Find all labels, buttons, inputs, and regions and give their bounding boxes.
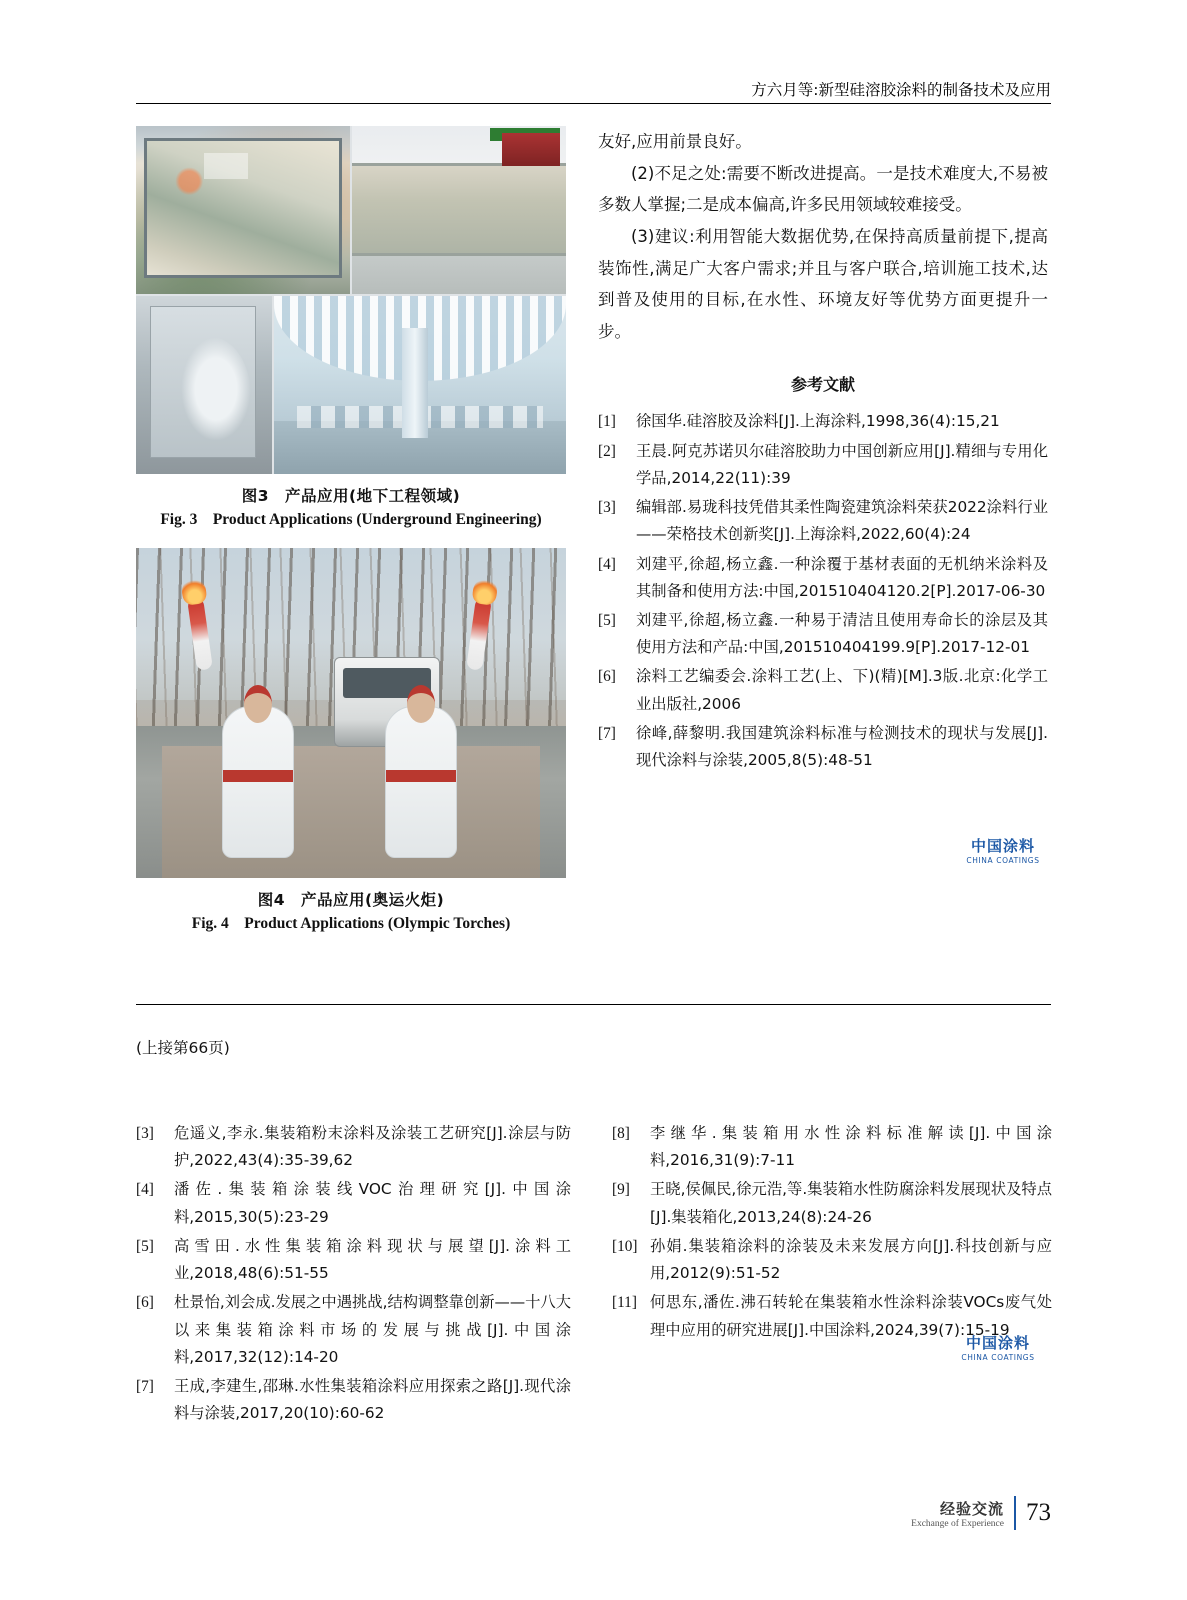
figure-3-image	[136, 126, 566, 474]
reference-number: [1]	[598, 413, 616, 431]
reference-number: [8]	[612, 1125, 630, 1142]
page-number: 73	[1026, 1499, 1051, 1526]
figure-3-panel-b	[352, 126, 566, 294]
reference-item	[612, 1233, 1052, 1287]
torchbearer-right	[385, 706, 457, 858]
reference-number: [6]	[136, 1294, 154, 1312]
reference-item	[136, 1233, 571, 1287]
header-rule	[136, 103, 1051, 104]
reference-item	[598, 663, 1048, 717]
uniform-stripe	[386, 770, 456, 782]
uniform-stripe	[223, 770, 293, 782]
reference-item	[136, 1289, 571, 1371]
footer-divider	[1014, 1496, 1016, 1530]
reference-text: 徐峰,薛黎明.我国建筑涂料标准与检测技术的现状与发展[J].现代涂料与涂装,2005,8(5):48-51	[636, 723, 1048, 770]
mural-wall	[352, 163, 566, 256]
logo-text-cn: 中国涂料	[965, 1334, 1030, 1352]
reference-text: 何思东,潘佐.沸石转轮在集装箱水性涂料涂装VOCs废气处理中应用的研究进展[J].中国涂料,2024,39(7):15-19	[650, 1293, 1052, 1339]
column-artwork	[181, 337, 251, 441]
reference-number: [5]	[598, 611, 616, 629]
reference-item	[598, 438, 1048, 492]
logo-text-cn: 中国涂料	[970, 837, 1035, 855]
reference-number: [2]	[598, 442, 616, 460]
reference-number: [9]	[612, 1181, 630, 1199]
reference-text: 危遥义,李永.集装箱粉末涂料及涂装工艺研究[J].涂层与防护,2022,43(4):35-39,62	[174, 1124, 571, 1170]
reference-text: 孙娟.集装箱涂料的涂装及未来发展方向[J].科技创新与应用,2012(9):51-52	[650, 1236, 1052, 1283]
body-paragraph-3: (3)建议:利用智能大数据优势,在保持高质量前提下,提高装饰性,满足广大客户需求;并且与客户联合,培训施工技术,达到普及使用的目标,在水性、环境友好等优势方面更提升一步。	[598, 227, 1048, 342]
references-title: 参考文献	[790, 374, 855, 394]
reference-number: [5]	[136, 1237, 154, 1255]
page-footer	[911, 1496, 1051, 1530]
reference-text: 杜景怡,刘会成.发展之中遇挑战,结构调整靠创新——十八大以来集装箱涂料市场的发展与挑战[J].中国涂料,2017,32(12):14-20	[174, 1293, 572, 1366]
red-banner	[502, 133, 560, 167]
reference-text: 徐国华.硅溶胶及涂料[J].上海涂料,1998,36(4):15,21	[636, 412, 1000, 431]
logo-text-en: CHINA COATINGS	[966, 855, 1040, 865]
reference-item	[136, 1373, 571, 1427]
figure-4-block	[136, 548, 566, 936]
torchbearer-head	[407, 685, 435, 723]
footer-section	[911, 1498, 1004, 1529]
figure-3-caption	[136, 484, 566, 532]
reference-text: 编辑部.易珑科技凭借其柔性陶瓷建筑涂料荣获2022涂料行业——荣格技术创新奖[J].上海涂料,2022,60(4):24	[636, 498, 1048, 544]
left-column	[136, 126, 566, 942]
station-column	[150, 306, 256, 458]
figure-3-panel-d	[274, 296, 566, 474]
reference-item	[136, 1176, 571, 1230]
reference-text: 刘建平,徐超,杨立鑫.一种易于清洁且使用寿命长的涂层及其使用方法和产品:中国,201510404199.9[P].2017-12-01	[636, 610, 1048, 657]
station-pillar	[402, 328, 428, 438]
reference-text: 涂料工艺编委会.涂料工艺(上、下)(精)[M].3版.北京:化学工业出版社,2006	[636, 667, 1048, 713]
torchbearer-head	[244, 685, 272, 723]
body-paragraph-2: (2)不足之处:需要不断改进提高。一是技术难度大,不易被多数人掌握;二是成本偏高,许多民用领域较难接受。	[598, 163, 1048, 215]
figure-4-caption-en: Fig. 4 Product Applications (Olympic Torches)	[191, 915, 511, 933]
figure-3-panel-a	[136, 126, 350, 294]
figure-4-caption-cn: 图4 产品应用(奥运火炬)	[257, 891, 445, 910]
reference-item	[612, 1176, 1052, 1230]
reference-number: [3]	[136, 1125, 154, 1142]
china-coatings-logo	[955, 838, 1051, 865]
reference-number: [4]	[136, 1181, 154, 1199]
path	[162, 746, 540, 878]
reference-item	[598, 720, 1048, 774]
footer-section-en: Exchange of Experience	[911, 1518, 1004, 1529]
reference-text: 王晨.阿克苏诺贝尔硅溶胶助力中国创新应用[J].精细与专用化学品,2014,22(11):39	[636, 441, 1048, 487]
reference-text: 李继华.集装箱用水性涂料标准解读[J].中国涂料,2016,31(9):7-11	[650, 1124, 1052, 1170]
continued-from-note: (上接第66页)	[136, 1039, 230, 1057]
figure-3-panel-c	[136, 296, 272, 474]
reference-item	[598, 494, 1048, 548]
continued-references-right	[612, 1120, 1052, 1346]
reference-number: [11]	[612, 1294, 637, 1312]
reference-text: 王成,李建生,邵琳.水性集装箱涂料应用探索之路[J].现代涂料与涂装,2017,20(10):60-62	[174, 1376, 571, 1423]
reference-item	[136, 1120, 571, 1174]
reference-number: [6]	[598, 668, 616, 686]
figure-4-caption	[136, 888, 566, 936]
reference-item	[612, 1120, 1052, 1174]
reference-number: [7]	[136, 1377, 154, 1395]
reference-text: 潘佐.集装箱涂装线VOC治理研究[J].中国涂料,2015,30(5):23-29	[174, 1180, 571, 1226]
reference-number: [7]	[598, 724, 616, 742]
china-coatings-logo	[950, 1335, 1046, 1362]
reference-number: [3]	[598, 499, 616, 517]
section-divider	[136, 1004, 1051, 1005]
body-paragraph-continuation: 友好,应用前景良好。	[598, 132, 752, 151]
continued-references-left	[136, 1120, 571, 1429]
reference-text: 高雪田.水性集装箱涂料现状与展望[J].涂料工业,2018,48(6):51-55	[174, 1236, 571, 1283]
reference-number: [4]	[598, 555, 616, 573]
running-header: 方六月等:新型硅溶胶涂料的制备技术及应用	[751, 81, 1051, 99]
figure-4-image	[136, 548, 566, 878]
figure-3-caption-en: Fig. 3 Product Applications (Underground Engineering)	[160, 511, 542, 529]
figure-3-block	[136, 126, 566, 532]
references-list	[598, 408, 1048, 774]
reference-item	[598, 607, 1048, 661]
reference-text: 王晓,侯佩民,徐元浩,等.集装箱水性防腐涂料发展现状及特点[J].集装箱化,2013,24(8):24-26	[650, 1180, 1052, 1226]
calligraphy-label	[204, 153, 248, 179]
reference-item	[598, 408, 1048, 435]
footer-section-cn: 经验交流	[939, 1499, 1004, 1518]
figure-3-caption-cn: 图3 产品应用(地下工程领域)	[241, 487, 461, 505]
reference-text: 刘建平,徐超,杨立鑫.一种涂覆于基材表面的无机纳米涂料及其制备和使用方法:中国,201510404120.2[P].2017-06-30	[636, 554, 1048, 600]
right-column	[598, 126, 1048, 776]
reference-item	[598, 551, 1048, 605]
torchbearer-left	[222, 706, 294, 858]
logo-text-en: CHINA COATINGS	[961, 1352, 1035, 1362]
reference-number: [10]	[612, 1237, 638, 1255]
